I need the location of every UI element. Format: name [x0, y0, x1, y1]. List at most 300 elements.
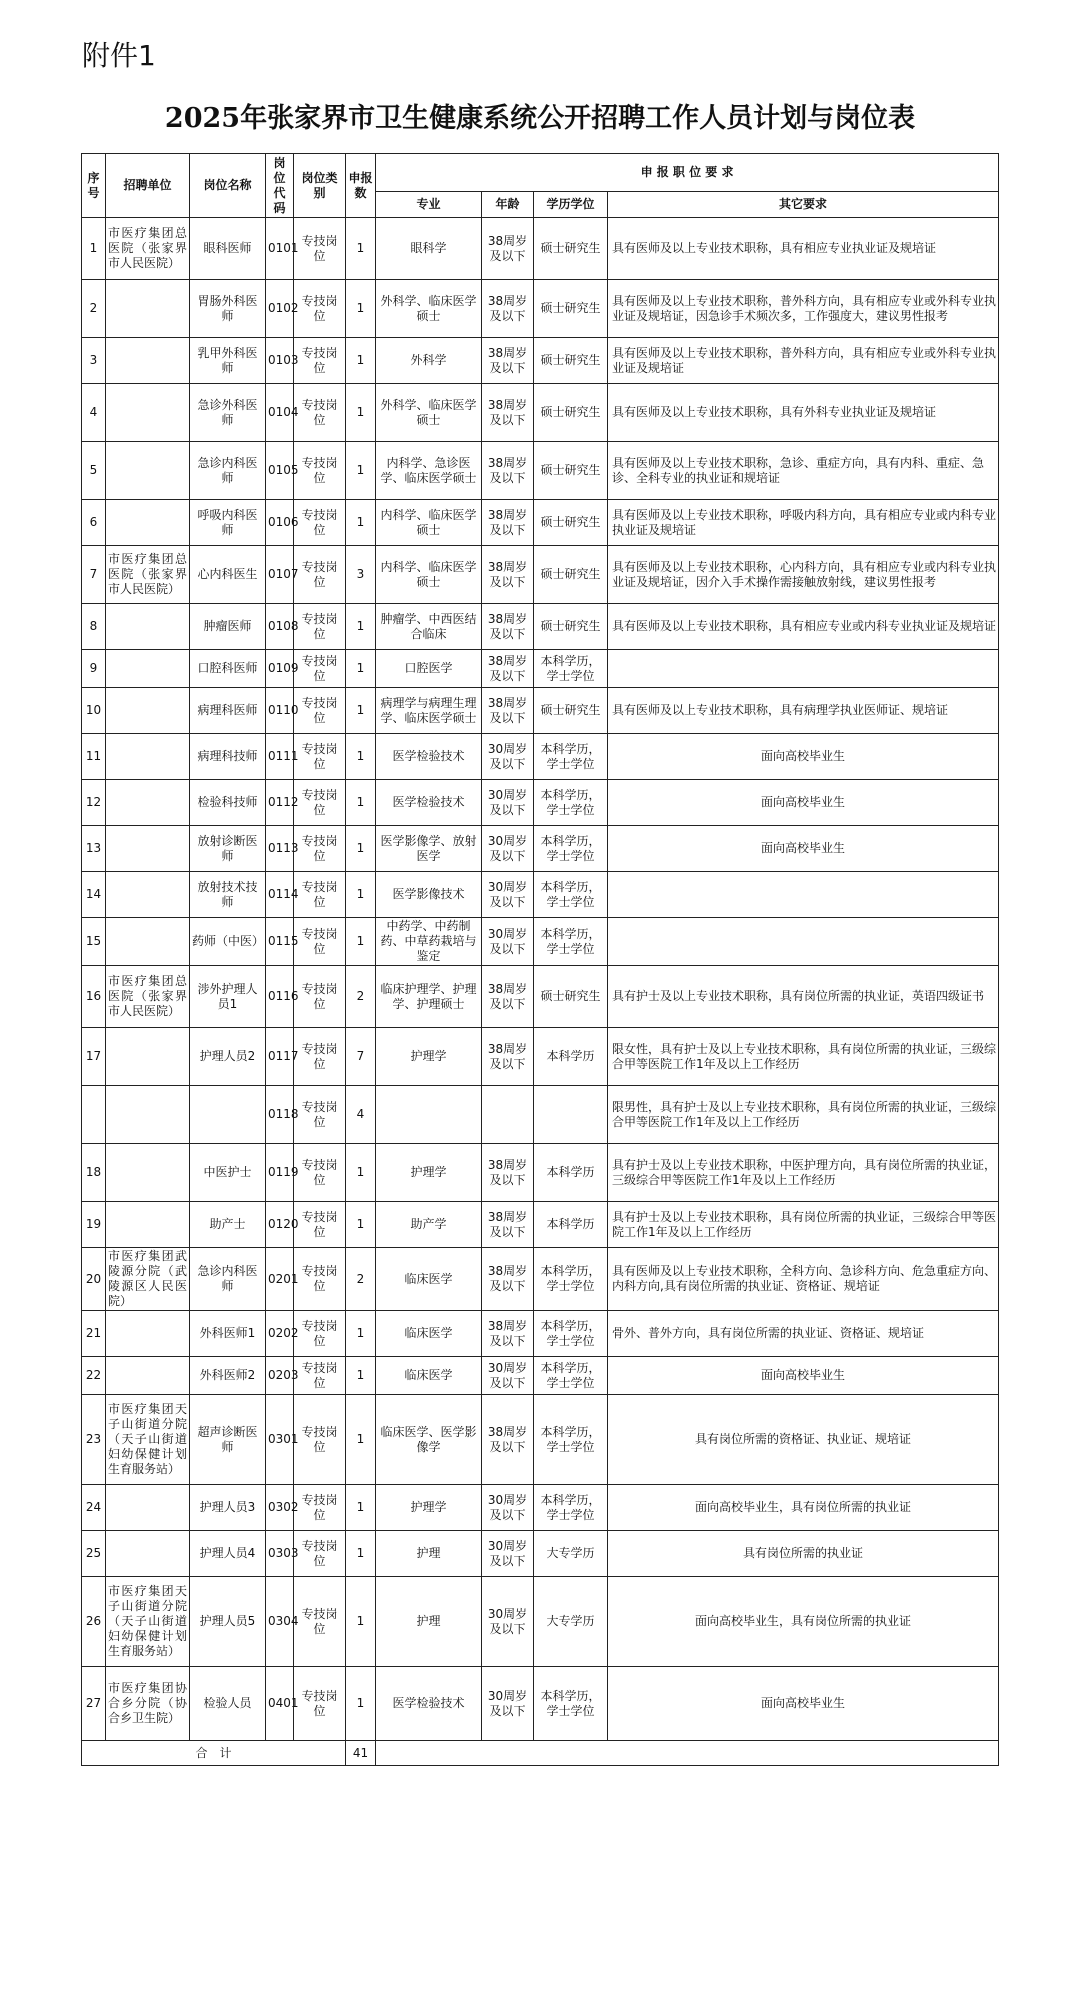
- cell-position: 外科医师2: [190, 1357, 266, 1395]
- cell-education: 硕士研究生: [534, 280, 608, 338]
- cell-position: 口腔科医师: [190, 650, 266, 688]
- cell-position: 护理人员5: [190, 1577, 266, 1667]
- cell-unit: [106, 826, 190, 872]
- cell-other: [608, 918, 999, 966]
- cell-seq: 22: [82, 1357, 106, 1395]
- cell-age: 38周岁及以下: [482, 546, 534, 604]
- table-row: [82, 546, 999, 604]
- cell-position: 胃肠外科医师: [190, 280, 266, 338]
- cell-other: 具有医师及以上专业技术职称，普外科方向，具有相应专业或外科专业执业证及规培证: [608, 338, 999, 384]
- page-title: 2025年张家界市卫生健康系统公开招聘工作人员计划与岗位表: [164, 103, 916, 134]
- total-count: 41: [346, 1741, 376, 1766]
- cell-age: 38周岁及以下: [482, 1248, 534, 1311]
- cell-other: 面向高校毕业生，具有岗位所需的执业证: [608, 1577, 999, 1667]
- cell-unit: [106, 734, 190, 780]
- cell-other: 具有医师及以上专业技术职称，呼吸内科方向，具有相应专业或内科专业执业证及规培证: [608, 500, 999, 546]
- cell-count: 7: [346, 1028, 376, 1086]
- table-row: [82, 1485, 999, 1531]
- cell-category: 专技岗位: [294, 734, 346, 780]
- cell-seq: 23: [82, 1395, 106, 1485]
- cell-education: 硕士研究生: [534, 546, 608, 604]
- cell-code: 0202: [266, 1311, 294, 1357]
- cell-other: 面向高校毕业生，具有岗位所需的执业证: [608, 1485, 999, 1531]
- cell-unit: [106, 604, 190, 650]
- cell-education: 本科学历，学士学位: [534, 780, 608, 826]
- table-row: [82, 1248, 999, 1311]
- table-row: [82, 604, 999, 650]
- cell-other: 具有护士及以上专业技术职称，中医护理方向，具有岗位所需的执业证，三级综合甲等医院工作1年及以上工作经历: [608, 1144, 999, 1202]
- cell-count: 1: [346, 604, 376, 650]
- cell-position: 护理人员4: [190, 1531, 266, 1577]
- cell-major: 医学检验技术: [376, 1667, 482, 1741]
- header-position: 岗位名称: [190, 154, 266, 218]
- cell-category: 专技岗位: [294, 1028, 346, 1086]
- table-row: [82, 500, 999, 546]
- cell-count: 1: [346, 500, 376, 546]
- cell-major: 护理学: [376, 1485, 482, 1531]
- cell-age: 38周岁及以下: [482, 1395, 534, 1485]
- cell-other: [608, 872, 999, 918]
- cell-education: 本科学历，学士学位: [534, 1248, 608, 1311]
- cell-other: 限女性，具有护士及以上专业技术职称，具有岗位所需的执业证，三级综合甲等医院工作1年及以上工作经历: [608, 1028, 999, 1086]
- table-row: [82, 1311, 999, 1357]
- cell-count: 1: [346, 650, 376, 688]
- cell-category: 专技岗位: [294, 1485, 346, 1531]
- cell-unit: [106, 650, 190, 688]
- cell-unit: 市医疗集团总医院（张家界市人民医院）: [106, 966, 190, 1028]
- table-row: [82, 826, 999, 872]
- cell-seq: 13: [82, 826, 106, 872]
- cell-code: 0113: [266, 826, 294, 872]
- cell-education: 硕士研究生: [534, 688, 608, 734]
- cell-category: 专技岗位: [294, 1144, 346, 1202]
- cell-major: 临床医学、医学影像学: [376, 1395, 482, 1485]
- cell-other: 具有岗位所需的资格证、执业证、规培证: [608, 1395, 999, 1485]
- cell-position: 急诊内科医师: [190, 442, 266, 500]
- cell-position: 药师（中医）: [190, 918, 266, 966]
- cell-count: 1: [346, 218, 376, 280]
- table-row: [82, 384, 999, 442]
- cell-major: 病理学与病理生理学、临床医学硕士: [376, 688, 482, 734]
- cell-major: 外科学: [376, 338, 482, 384]
- cell-other: 具有岗位所需的执业证: [608, 1531, 999, 1577]
- cell-other: 面向高校毕业生: [608, 1667, 999, 1741]
- cell-education: 硕士研究生: [534, 338, 608, 384]
- cell-code: 0104: [266, 384, 294, 442]
- cell-code: 0303: [266, 1531, 294, 1577]
- cell-code: 0107: [266, 546, 294, 604]
- cell-age: 38周岁及以下: [482, 1311, 534, 1357]
- cell-code: 0302: [266, 1485, 294, 1531]
- cell-count: 1: [346, 1311, 376, 1357]
- cell-other: 限男性，具有护士及以上专业技术职称，具有岗位所需的执业证，三级综合甲等医院工作1年及以上工作经历: [608, 1086, 999, 1144]
- cell-age: 38周岁及以下: [482, 384, 534, 442]
- cell-category: 专技岗位: [294, 1202, 346, 1248]
- header-education: 学历学位: [534, 192, 608, 218]
- cell-position: 护理人员3: [190, 1485, 266, 1531]
- cell-education: 本科学历，学士学位: [534, 734, 608, 780]
- cell-major: 护理: [376, 1577, 482, 1667]
- cell-count: 1: [346, 338, 376, 384]
- cell-position: 放射诊断医师: [190, 826, 266, 872]
- cell-category: 专技岗位: [294, 1311, 346, 1357]
- cell-age: 30周岁及以下: [482, 780, 534, 826]
- table-row: [82, 688, 999, 734]
- cell-unit: 市医疗集团总医院（张家界市人民医院）: [106, 546, 190, 604]
- table-row: [82, 734, 999, 780]
- cell-seq: 11: [82, 734, 106, 780]
- cell-seq: 3: [82, 338, 106, 384]
- cell-other: 具有医师及以上专业技术职称，具有外科专业执业证及规培证: [608, 384, 999, 442]
- cell-code: 0201: [266, 1248, 294, 1311]
- table-row: [82, 218, 999, 280]
- header-row-1: [82, 154, 999, 192]
- table-row: [82, 918, 999, 966]
- cell-major: 临床护理学、护理学、护理硕士: [376, 966, 482, 1028]
- cell-code: 0118: [266, 1086, 294, 1144]
- cell-age: 38周岁及以下: [482, 1028, 534, 1086]
- cell-seq: 7: [82, 546, 106, 604]
- cell-category: 专技岗位: [294, 650, 346, 688]
- cell-major: 助产学: [376, 1202, 482, 1248]
- cell-count: 1: [346, 872, 376, 918]
- cell-seq: 20: [82, 1248, 106, 1311]
- table-row: [82, 1202, 999, 1248]
- cell-seq: 10: [82, 688, 106, 734]
- header-requirements: 申 报 职 位 要 求: [376, 154, 999, 192]
- cell-unit: [106, 1086, 190, 1144]
- cell-age: 38周岁及以下: [482, 1144, 534, 1202]
- cell-seq: 6: [82, 500, 106, 546]
- cell-unit: [106, 1357, 190, 1395]
- cell-seq: 1: [82, 218, 106, 280]
- cell-code: 0112: [266, 780, 294, 826]
- cell-other: 面向高校毕业生: [608, 826, 999, 872]
- cell-major: 临床医学: [376, 1311, 482, 1357]
- cell-category: 专技岗位: [294, 688, 346, 734]
- cell-unit: [106, 1202, 190, 1248]
- total-row: [82, 1741, 999, 1766]
- cell-unit: [106, 918, 190, 966]
- cell-age: 38周岁及以下: [482, 500, 534, 546]
- cell-age: 38周岁及以下: [482, 1202, 534, 1248]
- cell-major: 中药学、中药制药、中草药栽培与鉴定: [376, 918, 482, 966]
- cell-education: 本科学历，学士学位: [534, 1395, 608, 1485]
- cell-seq: 5: [82, 442, 106, 500]
- header-category: 岗位类别: [294, 154, 346, 218]
- cell-code: 0117: [266, 1028, 294, 1086]
- cell-age: 30周岁及以下: [482, 1667, 534, 1741]
- cell-major: 肿瘤学、中西医结合临床: [376, 604, 482, 650]
- cell-category: 专技岗位: [294, 384, 346, 442]
- cell-position: 乳甲外科医师: [190, 338, 266, 384]
- table-row: [82, 1667, 999, 1741]
- cell-position: [190, 1086, 266, 1144]
- cell-unit: 市医疗集团天子山街道分院（天子山街道妇幼保健计划生育服务站）: [106, 1395, 190, 1485]
- cell-seq: 17: [82, 1028, 106, 1086]
- cell-major: 护理学: [376, 1028, 482, 1086]
- cell-position: 心内科医生: [190, 546, 266, 604]
- cell-age: 38周岁及以下: [482, 650, 534, 688]
- cell-code: 0301: [266, 1395, 294, 1485]
- table-row: [82, 1086, 999, 1144]
- cell-unit: [106, 338, 190, 384]
- table-row: [82, 1531, 999, 1577]
- cell-seq: 14: [82, 872, 106, 918]
- cell-count: 4: [346, 1086, 376, 1144]
- cell-education: 本科学历，学士学位: [534, 650, 608, 688]
- cell-seq: 4: [82, 384, 106, 442]
- cell-position: 急诊外科医师: [190, 384, 266, 442]
- header-unit: 招聘单位: [106, 154, 190, 218]
- cell-other: 具有医师及以上专业技术职称，全科方向、急诊科方向、危急重症方向、内科方向,具有岗位所需的执业证、资格证、规培证: [608, 1248, 999, 1311]
- cell-age: 30周岁及以下: [482, 734, 534, 780]
- cell-unit: 市医疗集团武陵源分院（武陵源区人民医院）: [106, 1248, 190, 1311]
- cell-unit: [106, 1028, 190, 1086]
- cell-position: 肿瘤医师: [190, 604, 266, 650]
- cell-education: 硕士研究生: [534, 442, 608, 500]
- cell-position: 超声诊断医师: [190, 1395, 266, 1485]
- cell-unit: [106, 1531, 190, 1577]
- cell-education: [534, 1086, 608, 1144]
- cell-other: [608, 650, 999, 688]
- table-row: [82, 872, 999, 918]
- total-empty: [376, 1741, 999, 1766]
- cell-age: 38周岁及以下: [482, 966, 534, 1028]
- cell-unit: 市医疗集团天子山街道分院（天子山街道妇幼保健计划生育服务站）: [106, 1577, 190, 1667]
- table-row: [82, 1357, 999, 1395]
- cell-education: 硕士研究生: [534, 500, 608, 546]
- cell-position: 外科医师1: [190, 1311, 266, 1357]
- cell-other: 具有护士及以上专业技术职称，具有岗位所需的执业证，三级综合甲等医院工作1年及以上工作经历: [608, 1202, 999, 1248]
- cell-unit: [106, 442, 190, 500]
- cell-position: 病理科医师: [190, 688, 266, 734]
- cell-count: 3: [346, 546, 376, 604]
- cell-education: 硕士研究生: [534, 384, 608, 442]
- cell-count: 1: [346, 1357, 376, 1395]
- cell-major: 临床医学: [376, 1248, 482, 1311]
- cell-seq: 12: [82, 780, 106, 826]
- cell-age: 30周岁及以下: [482, 1577, 534, 1667]
- cell-code: 0114: [266, 872, 294, 918]
- cell-code: 0110: [266, 688, 294, 734]
- cell-major: 外科学、临床医学硕士: [376, 280, 482, 338]
- cell-major: 内科学、急诊医学、临床医学硕士: [376, 442, 482, 500]
- cell-seq: 26: [82, 1577, 106, 1667]
- cell-age: 30周岁及以下: [482, 826, 534, 872]
- cell-seq: 15: [82, 918, 106, 966]
- cell-count: 1: [346, 1577, 376, 1667]
- cell-category: 专技岗位: [294, 1531, 346, 1577]
- cell-count: 1: [346, 1485, 376, 1531]
- cell-unit: [106, 1311, 190, 1357]
- cell-count: 1: [346, 384, 376, 442]
- cell-category: 专技岗位: [294, 1086, 346, 1144]
- cell-category: 专技岗位: [294, 338, 346, 384]
- cell-seq: [82, 1086, 106, 1144]
- cell-code: 0203: [266, 1357, 294, 1395]
- cell-age: 30周岁及以下: [482, 1531, 534, 1577]
- cell-seq: 19: [82, 1202, 106, 1248]
- cell-education: 硕士研究生: [534, 604, 608, 650]
- cell-count: 2: [346, 966, 376, 1028]
- cell-other: 面向高校毕业生: [608, 1357, 999, 1395]
- cell-age: 38周岁及以下: [482, 688, 534, 734]
- cell-position: 呼吸内科医师: [190, 500, 266, 546]
- header-other: 其它要求: [608, 192, 999, 218]
- cell-other: 具有医师及以上专业技术职称，普外科方向，具有相应专业或外科专业执业证及规培证，因急诊手术频次多，工作强度大，建议男性报考: [608, 280, 999, 338]
- cell-education: 本科学历: [534, 1028, 608, 1086]
- cell-seq: 25: [82, 1531, 106, 1577]
- header-age: 年龄: [482, 192, 534, 218]
- cell-count: 1: [346, 1144, 376, 1202]
- table-row: [82, 442, 999, 500]
- cell-other: 具有医师及以上专业技术职称，具有相应专业执业证及规培证: [608, 218, 999, 280]
- cell-count: 1: [346, 1531, 376, 1577]
- cell-other: 具有护士及以上专业技术职称，具有岗位所需的执业证，英语四级证书: [608, 966, 999, 1028]
- cell-code: 0105: [266, 442, 294, 500]
- header-major: 专业: [376, 192, 482, 218]
- cell-seq: 18: [82, 1144, 106, 1202]
- cell-seq: 16: [82, 966, 106, 1028]
- header-count: 申报数: [346, 154, 376, 218]
- cell-major: 眼科学: [376, 218, 482, 280]
- cell-position: 检验科技师: [190, 780, 266, 826]
- cell-category: 专技岗位: [294, 966, 346, 1028]
- cell-count: 1: [346, 918, 376, 966]
- cell-category: 专技岗位: [294, 280, 346, 338]
- cell-education: 本科学历，学士学位: [534, 1357, 608, 1395]
- cell-position: 助产士: [190, 1202, 266, 1248]
- header-seq: 序号: [82, 154, 106, 218]
- cell-code: 0304: [266, 1577, 294, 1667]
- cell-education: 本科学历，学士学位: [534, 872, 608, 918]
- cell-category: 专技岗位: [294, 442, 346, 500]
- cell-unit: [106, 872, 190, 918]
- cell-age: 38周岁及以下: [482, 604, 534, 650]
- cell-age: [482, 1086, 534, 1144]
- table-row: [82, 966, 999, 1028]
- cell-code: 0102: [266, 280, 294, 338]
- cell-other: 面向高校毕业生: [608, 734, 999, 780]
- cell-seq: 21: [82, 1311, 106, 1357]
- cell-position: 病理科技师: [190, 734, 266, 780]
- cell-unit: [106, 688, 190, 734]
- cell-position: 检验人员: [190, 1667, 266, 1741]
- cell-major: 口腔医学: [376, 650, 482, 688]
- table-row: [82, 1028, 999, 1086]
- cell-major: 医学影像学、放射医学: [376, 826, 482, 872]
- cell-unit: [106, 1144, 190, 1202]
- cell-age: 38周岁及以下: [482, 280, 534, 338]
- cell-category: 专技岗位: [294, 604, 346, 650]
- cell-code: 0106: [266, 500, 294, 546]
- cell-major: 护理: [376, 1531, 482, 1577]
- cell-other: 具有医师及以上专业技术职称，具有病理学执业医师证、规培证: [608, 688, 999, 734]
- cell-category: 专技岗位: [294, 872, 346, 918]
- cell-unit: [106, 780, 190, 826]
- cell-major: 医学检验技术: [376, 734, 482, 780]
- cell-count: 2: [346, 1248, 376, 1311]
- cell-position: 护理人员2: [190, 1028, 266, 1086]
- cell-count: 1: [346, 1667, 376, 1741]
- cell-other: 具有医师及以上专业技术职称，具有相应专业或内科专业执业证及规培证: [608, 604, 999, 650]
- cell-code: 0116: [266, 966, 294, 1028]
- cell-seq: 9: [82, 650, 106, 688]
- cell-category: 专技岗位: [294, 1577, 346, 1667]
- cell-major: 护理学: [376, 1144, 482, 1202]
- cell-education: 硕士研究生: [534, 966, 608, 1028]
- cell-other: 具有医师及以上专业技术职称，心内科方向，具有相应专业或内科专业执业证及规培证，因介入手术操作需接触放射线，建议男性报考: [608, 546, 999, 604]
- cell-other: 骨外、普外方向，具有岗位所需的执业证、资格证、规培证: [608, 1311, 999, 1357]
- cell-other: 面向高校毕业生: [608, 780, 999, 826]
- cell-age: 30周岁及以下: [482, 1357, 534, 1395]
- cell-age: 30周岁及以下: [482, 1485, 534, 1531]
- cell-category: 专技岗位: [294, 1248, 346, 1311]
- cell-code: 0108: [266, 604, 294, 650]
- cell-unit: [106, 1485, 190, 1531]
- table-row: [82, 1577, 999, 1667]
- cell-education: 本科学历，学士学位: [534, 918, 608, 966]
- cell-unit: [106, 280, 190, 338]
- cell-category: 专技岗位: [294, 1357, 346, 1395]
- cell-major: 内科学、临床医学硕士: [376, 500, 482, 546]
- cell-unit: 市医疗集团总医院（张家界市人民医院）: [106, 218, 190, 280]
- cell-age: 30周岁及以下: [482, 918, 534, 966]
- cell-age: 38周岁及以下: [482, 442, 534, 500]
- cell-count: 1: [346, 442, 376, 500]
- cell-code: 0101: [266, 218, 294, 280]
- cell-unit: [106, 500, 190, 546]
- cell-other: 具有医师及以上专业技术职称，急诊、重症方向，具有内科、重症、急诊、全科专业的执业证和规培证: [608, 442, 999, 500]
- cell-code: 0119: [266, 1144, 294, 1202]
- cell-education: 本科学历，学士学位: [534, 826, 608, 872]
- cell-category: 专技岗位: [294, 780, 346, 826]
- total-label: 合 计: [82, 1741, 346, 1766]
- cell-major: 医学影像技术: [376, 872, 482, 918]
- cell-position: 眼科医师: [190, 218, 266, 280]
- cell-code: 0103: [266, 338, 294, 384]
- cell-position: 涉外护理人员1: [190, 966, 266, 1028]
- cell-category: 专技岗位: [294, 826, 346, 872]
- cell-count: 1: [346, 280, 376, 338]
- cell-major: 医学检验技术: [376, 780, 482, 826]
- cell-education: 本科学历，学士学位: [534, 1311, 608, 1357]
- header-code: 岗位代码: [266, 154, 294, 218]
- cell-position: 急诊内科医师: [190, 1248, 266, 1311]
- cell-age: 38周岁及以下: [482, 338, 534, 384]
- cell-education: 本科学历，学士学位: [534, 1485, 608, 1531]
- cell-education: 大专学历: [534, 1531, 608, 1577]
- cell-code: 0115: [266, 918, 294, 966]
- cell-age: 30周岁及以下: [482, 872, 534, 918]
- cell-education: 本科学历: [534, 1144, 608, 1202]
- cell-major: 内科学、临床医学硕士: [376, 546, 482, 604]
- cell-seq: 8: [82, 604, 106, 650]
- cell-category: 专技岗位: [294, 918, 346, 966]
- cell-major: 外科学、临床医学硕士: [376, 384, 482, 442]
- cell-count: 1: [346, 826, 376, 872]
- cell-category: 专技岗位: [294, 546, 346, 604]
- cell-education: 本科学历，学士学位: [534, 1667, 608, 1741]
- cell-major: [376, 1086, 482, 1144]
- cell-code: 0109: [266, 650, 294, 688]
- cell-category: 专技岗位: [294, 1395, 346, 1485]
- table-row: [82, 338, 999, 384]
- cell-count: 1: [346, 780, 376, 826]
- table-row: [82, 1395, 999, 1485]
- cell-education: 大专学历: [534, 1577, 608, 1667]
